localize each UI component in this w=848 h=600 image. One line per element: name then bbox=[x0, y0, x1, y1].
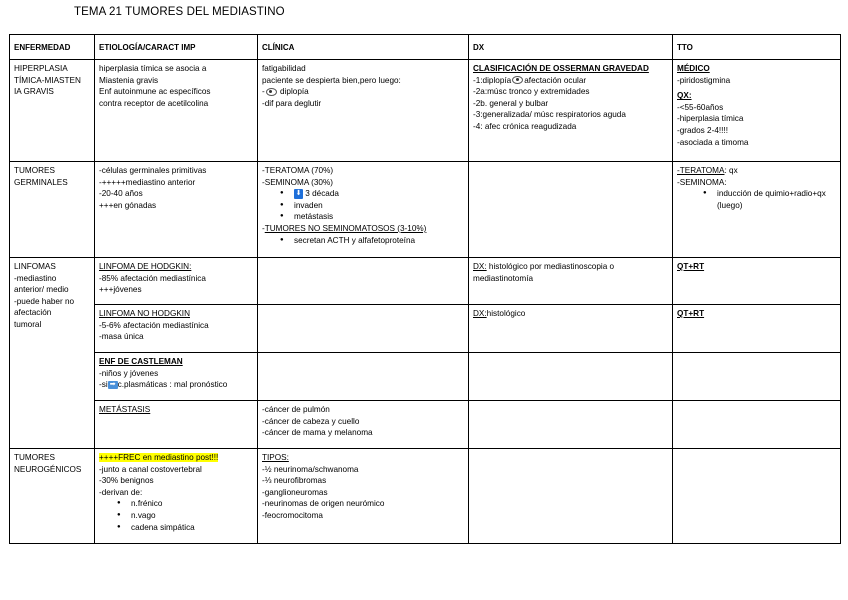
etio-cell bbox=[95, 162, 258, 258]
list-item bbox=[262, 188, 464, 200]
list-item: ● secretan ACTH y alfafetoproteína bbox=[262, 235, 464, 247]
tto-qtrt: QT+RT bbox=[677, 262, 705, 271]
etio-line: -niños y jóvenes bbox=[99, 368, 159, 378]
dx-line bbox=[473, 75, 668, 87]
tto-line: -hiperplasia tímica bbox=[677, 114, 744, 124]
clin-line: paciente se despierta bien,pero luego: bbox=[262, 75, 401, 85]
mediastinal-tumors-table bbox=[9, 34, 841, 544]
tto-cell bbox=[673, 162, 841, 258]
disease-line: anterior/ medio bbox=[14, 285, 69, 295]
etio-line: hiperplasia tímica se asocia a bbox=[99, 64, 207, 73]
row-germinales bbox=[10, 162, 841, 258]
clin-teratoma: -TERATOMA (70%) bbox=[262, 166, 334, 175]
clin-cell bbox=[258, 60, 469, 162]
header-row bbox=[10, 35, 841, 60]
clin-cell bbox=[258, 449, 469, 544]
etio-line: -masa única bbox=[99, 332, 144, 342]
disease-line: -mediastino bbox=[14, 273, 57, 283]
clin-line: fatigabilidad bbox=[262, 64, 306, 73]
castleman-title: ENF DE CASTLEMAN bbox=[99, 357, 183, 366]
dx-line: mediastinotomía bbox=[473, 273, 534, 283]
dx-line bbox=[473, 261, 668, 273]
tto-cell bbox=[673, 258, 841, 305]
etio-plasmaticas: c.plasmáticas : mal pronóstico bbox=[117, 380, 228, 390]
etio-cell bbox=[95, 353, 258, 401]
arrow-right-icon: ➡ bbox=[108, 381, 118, 389]
eye-icon bbox=[266, 88, 277, 96]
tto-cell bbox=[673, 401, 841, 449]
disease-line: TUMORES bbox=[14, 166, 55, 175]
tto-cell bbox=[673, 353, 841, 401]
etio-line: Enf autoinmune ac específicos bbox=[99, 87, 211, 97]
disease-line: GERMINALES bbox=[14, 177, 68, 187]
dx-text: histológico por mediastinoscopia o bbox=[486, 262, 615, 271]
dx-line: -2a:músc tronco y extremidades bbox=[473, 87, 590, 97]
clin-bullet-text: 3 década bbox=[305, 189, 339, 199]
dx-line: -3:generalizada/ músc respiratorios aguda bbox=[473, 110, 626, 120]
disease-line: HIPERPLASIA bbox=[14, 64, 68, 73]
tto-line: -asociada a timoma bbox=[677, 137, 749, 147]
list-item: ● cadena simpática bbox=[99, 522, 253, 534]
etio-cell bbox=[95, 305, 258, 353]
tto-qx-title: QX: bbox=[677, 91, 692, 101]
hodgkin-title: LINFOMA DE HODGKIN: bbox=[99, 262, 192, 271]
header-clinica: CLÍNICA bbox=[258, 35, 469, 60]
clin-noseminoma-prefix: - bbox=[262, 223, 265, 233]
clin-seminoma: -SEMINOMA (30%) bbox=[262, 177, 333, 187]
clin-line: -ganglioneuromas bbox=[262, 487, 328, 497]
clin-dash: - bbox=[262, 87, 265, 97]
tto-teratoma-label: -TERATOMA bbox=[677, 166, 725, 175]
list-item: ● n.frénico bbox=[99, 498, 253, 510]
clin-line: -dif para deglutir bbox=[262, 98, 322, 108]
dx-line: -4: afec crónica reagudizada bbox=[473, 121, 577, 131]
dx-title: CLASIFICACIÓN DE OSSERMAN GRAVEDAD bbox=[473, 64, 649, 73]
clin-cell bbox=[258, 258, 469, 305]
tto-line: -grados 2-4!!!! bbox=[677, 125, 728, 135]
header-dx: DX bbox=[469, 35, 673, 60]
list-item: ● invaden bbox=[262, 200, 464, 212]
etio-line: contra receptor de acetilcolina bbox=[99, 98, 209, 108]
tto-cell bbox=[673, 305, 841, 353]
etio-cell bbox=[95, 449, 258, 544]
disease-line: TUMORES bbox=[14, 453, 55, 462]
disease-line: -puede haber no bbox=[14, 296, 75, 306]
tto-cell bbox=[673, 449, 841, 544]
row-neurogenicos bbox=[10, 449, 841, 544]
disease-cell bbox=[10, 162, 95, 258]
disease-line: IA GRAVIS bbox=[14, 87, 54, 97]
etio-si: -si bbox=[99, 380, 108, 390]
clin-cell bbox=[258, 305, 469, 353]
tto-seminoma: -SEMINOMA: bbox=[677, 177, 727, 187]
metastasis-title: METÁSTASIS bbox=[99, 405, 151, 414]
etio-cell bbox=[95, 401, 258, 449]
clin-cell bbox=[258, 353, 469, 401]
list-item: ● metástasis bbox=[262, 211, 464, 223]
clin-noseminoma bbox=[262, 223, 464, 235]
etio-line: -20-40 años bbox=[99, 189, 143, 199]
tto-medico-title: MÉDICO bbox=[677, 64, 710, 73]
dx-cell bbox=[469, 449, 673, 544]
disease-cell bbox=[10, 60, 95, 162]
row-linfoma-no-hodgkin bbox=[10, 305, 841, 353]
disease-line: tumoral bbox=[14, 319, 42, 329]
etio-cell bbox=[95, 258, 258, 305]
disease-cell bbox=[10, 258, 95, 449]
eye-icon bbox=[512, 76, 523, 84]
clin-cell bbox=[258, 162, 469, 258]
tto-teratoma bbox=[677, 165, 836, 177]
tto-cell bbox=[673, 60, 841, 162]
etio-line: +++en gónadas bbox=[99, 200, 157, 210]
row-miastenia bbox=[10, 60, 841, 162]
disease-line: afectación bbox=[14, 308, 52, 318]
etio-line: -células germinales primitivas bbox=[99, 166, 207, 175]
etio-line: Miastenia gravis bbox=[99, 75, 159, 85]
disease-line: LINFOMAS bbox=[14, 262, 56, 271]
clin-cell bbox=[258, 401, 469, 449]
list-item: ● n.vago bbox=[99, 510, 253, 522]
clin-line: -½ neurinoma/schwanoma bbox=[262, 464, 359, 474]
disease-line: TÍMICA-MIASTEN bbox=[14, 75, 81, 85]
clin-line bbox=[262, 86, 464, 98]
tto-line: -piridostigmina bbox=[677, 75, 731, 85]
clin-tipos-title: TIPOS: bbox=[262, 453, 289, 462]
etio-line: +++jóvenes bbox=[99, 285, 142, 295]
tto-teratoma-rest: : qx bbox=[724, 166, 738, 175]
clin-line: -cáncer de pulmón bbox=[262, 405, 330, 414]
clin-line: -neurinomas de origen neurómico bbox=[262, 499, 385, 509]
dx-cell bbox=[469, 60, 673, 162]
clin-noseminoma-title: TUMORES NO SEMINOMATOSOS (3-10%) bbox=[264, 223, 427, 233]
arrow-down-icon: ⬇ bbox=[295, 190, 302, 198]
header-etiologia: ETIOLOGÍA/CARACT IMP bbox=[95, 35, 258, 60]
clin-line: -⅓ neurofibromas bbox=[262, 476, 327, 486]
clin-line: -cáncer de mama y melanoma bbox=[262, 428, 373, 438]
header-enfermedad: ENFERMEDAD bbox=[10, 35, 95, 60]
etio-line: -5-6% afectación mediastínica bbox=[99, 320, 209, 330]
etio-line: -+++++mediastino anterior bbox=[99, 177, 196, 187]
nohodgkin-title: LINFOMA NO HODGKIN bbox=[99, 309, 190, 318]
disease-line: NEUROGÉNICOS bbox=[14, 464, 82, 474]
page-title: TEMA 21 TUMORES DEL MEDIASTINO bbox=[74, 6, 285, 18]
dx-line bbox=[473, 308, 668, 320]
clin-line: -feocromocitoma bbox=[262, 510, 323, 520]
dx-cell bbox=[469, 305, 673, 353]
dx-grade-1-desc: afectación ocular bbox=[524, 75, 587, 85]
disease-cell bbox=[10, 449, 95, 544]
dx-cell bbox=[469, 162, 673, 258]
header-tto: TTO bbox=[673, 35, 841, 60]
etio-line bbox=[99, 379, 253, 391]
dx-label: DX: bbox=[473, 262, 487, 271]
row-castleman bbox=[10, 353, 841, 401]
row-metastasis bbox=[10, 401, 841, 449]
list-item: ● inducción de quimio+radio+qx (luego) bbox=[677, 188, 836, 211]
dx-label: DX: bbox=[473, 309, 487, 318]
dx-line: -2b. general y bulbar bbox=[473, 98, 549, 108]
tto-qtrt: QT+RT bbox=[677, 309, 705, 318]
dx-grade-1: -1:diplopía bbox=[473, 75, 512, 85]
clin-line: -cáncer de cabeza y cuello bbox=[262, 416, 360, 426]
highlight-text: ++++FREC en mediastino post!!! bbox=[99, 453, 219, 462]
tto-line: -<55-60años bbox=[677, 102, 724, 112]
etio-line bbox=[99, 452, 253, 464]
row-linfoma-hodgkin bbox=[10, 258, 841, 305]
dx-text: histológico bbox=[486, 309, 526, 318]
etio-line: -derivan de: bbox=[99, 487, 143, 497]
etio-line: -30% benignos bbox=[99, 476, 154, 486]
dx-cell bbox=[469, 258, 673, 305]
clin-diplopia: diplopía bbox=[280, 87, 309, 97]
etio-cell bbox=[95, 60, 258, 162]
dx-cell bbox=[469, 353, 673, 401]
etio-line: -junto a canal costovertebral bbox=[99, 464, 202, 474]
dx-cell bbox=[469, 401, 673, 449]
etio-line: -85% afectación mediastínica bbox=[99, 273, 206, 283]
